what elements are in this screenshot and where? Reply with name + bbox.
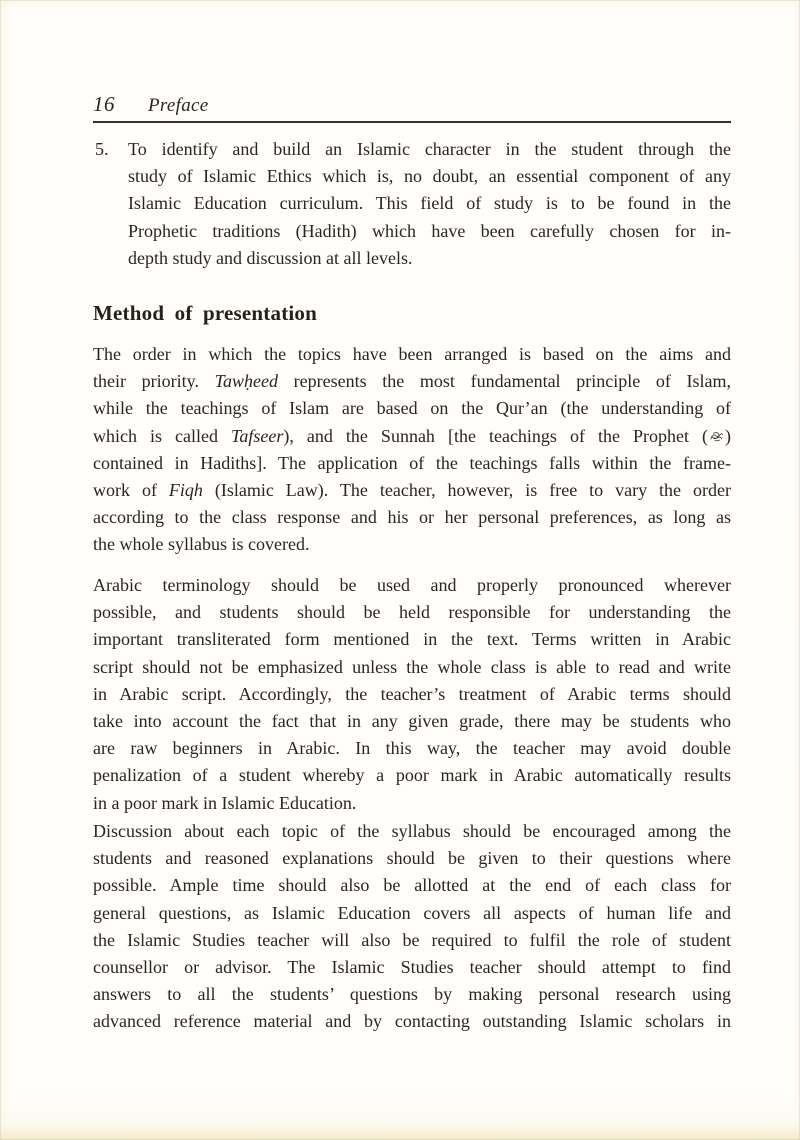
text-line: which is called Tafseer), and the Sunnah [the teachings of the Prophet ( ) <box>93 425 731 446</box>
text-line: the Islamic Studies teacher will also be required to fulfil the role of student <box>93 929 731 950</box>
paragraph-discussion <box>93 818 731 1036</box>
text-line: important transliterated form mentioned in the text. Terms written in Arabic <box>93 629 731 650</box>
text-line: depth study and discussion at all levels. <box>128 247 413 268</box>
text-line: are raw beginners in Arabic. In this way, the teacher may avoid double <box>93 738 731 759</box>
text-line: according to the class response and his or her personal preferences, as long as <box>93 507 731 528</box>
text-line: counsellor or advisor. The Islamic Studies teacher should attempt to find <box>93 957 731 978</box>
text-line: their priority. Tawḥeed represents the most fundamental principle of Islam, <box>93 371 732 392</box>
text-line: while the teachings of Islam are based on the Qur’an (the understanding of <box>93 398 731 419</box>
text-line: advanced reference material and by contacting outstanding Islamic scholars in <box>93 1011 731 1032</box>
text-line: Discussion about each topic of the syllabus should be encouraged among the <box>93 821 731 841</box>
page-number: 16 <box>93 92 115 116</box>
item-number: 5. <box>95 139 109 159</box>
numbered-item-5 <box>93 136 731 272</box>
text-line: To identify and build an Islamic character in the student through the <box>128 139 731 159</box>
paragraph-order-of-topics <box>93 341 731 559</box>
section-heading: Method of presentation <box>93 301 318 325</box>
text-line: Arabic terminology should be used and properly pronounced wherever <box>93 575 731 595</box>
text-line: script should not be emphasized unless the whole class is able to read and write <box>93 656 731 677</box>
prophet-salutation-icon <box>709 430 724 443</box>
running-header <box>93 92 731 118</box>
text-line: general questions, as Islamic Education covers all aspects of human life and <box>93 902 731 923</box>
text-line: The order in which the topics have been arranged is based on the aims and <box>93 344 731 364</box>
text-line: contained in Hadiths]. The application of the teachings falls within the frame- <box>93 452 731 473</box>
text-line: students and reasoned explanations should be given to their questions where <box>93 848 731 869</box>
running-title: Preface <box>148 95 209 116</box>
text-line: Islamic Education curriculum. This field of study is to be found in the <box>128 193 731 214</box>
text-line: possible, and students should be held responsible for understanding the <box>93 602 731 623</box>
text-line: penalization of a student whereby a poor mark in Arabic automatically results <box>93 765 731 786</box>
text-line: work of Fiqh (Islamic Law). The teacher, however, is free to vary the order <box>93 480 731 501</box>
paragraph-arabic-terminology <box>93 572 731 817</box>
text-line: possible. Ample time should also be allotted at the end of each class for <box>93 875 731 896</box>
text-line: take into account the fact that in any given grade, there may be students who <box>93 711 731 732</box>
text-line: Prophetic traditions (Hadith) which have been carefully chosen for in- <box>128 220 731 241</box>
text-line: in a poor mark in Islamic Education. <box>93 792 357 813</box>
text-line: the whole syllabus is covered. <box>93 534 310 555</box>
item-text <box>93 136 731 272</box>
header-rule <box>93 121 731 123</box>
text-line: in Arabic script. Accordingly, the teacher’s treatment of Arabic terms should <box>93 683 731 704</box>
text-line: answers to all the students’ questions by making personal research using <box>93 984 731 1005</box>
text-line: study of Islamic Ethics which is, no doubt, an essential component of any <box>128 166 731 187</box>
